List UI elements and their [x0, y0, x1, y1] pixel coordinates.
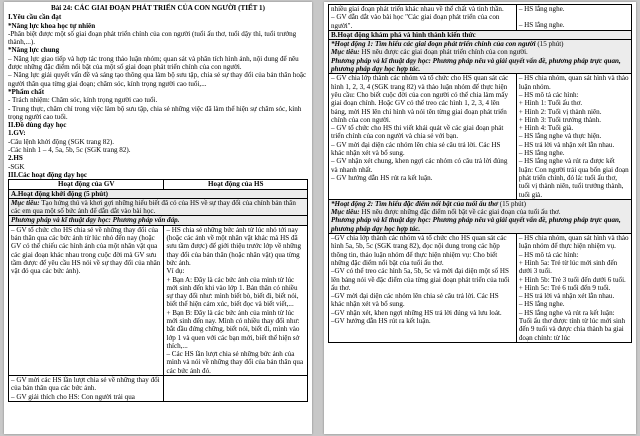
teacher-step: – GV hướng dẫn HS rút ra kết luận.: [331, 173, 433, 182]
activity-1-time: (15 phút): [535, 40, 564, 49]
teacher-step: –GV có thể treo các hình 5a, 5b, 5c và mời đại diện một số HS lên bảng nói về đặc điểm của từng giai đoạn phát triển của tuổi ấu thơ.: [331, 267, 510, 292]
heading-teacher-materials: 1.GV:: [8, 129, 26, 138]
column-header-teacher: Hoạt động của GV: [9, 180, 164, 189]
activity-2-title: *Hoạt động 2: Tìm hiểu đặc điểm nổi bật của tuổi ấu thơ: [331, 199, 498, 208]
activity-1-method: Phương pháp và kĩ thuật dạy học: Phương pháp nêu và giải quyết vấn đề, phương pháp trực quan, phương pháp dạy học hợp tác.: [331, 56, 621, 74]
student-step: + Hình 4: Tuổi già.: [518, 124, 574, 133]
teacher-step: –GV chia lớp thành các nhóm và tổ chức cho HS quan sát các hình 5a, 5b, 5c (SGK trang 82), đọc nội dung trong các hộp thông tin, thảo luận nhóm để thực hiện nhiệm vụ: Cho biết những đặc điểm nổi bật của tuổi ấu thơ.: [331, 234, 507, 267]
student-step: – Các HS lần lượt chia sẻ những bức ảnh của mình và nói về những thay đổi của bản thân qua các bức ảnh đó.: [166, 350, 304, 375]
student-step: – HS trả lời và nhận xét lẫn nhau.: [518, 292, 615, 301]
student-step: + Hình 3: Tuổi trưởng thành.: [518, 115, 602, 124]
student-step: + Hình 1: Tuổi ấu thơ.: [518, 99, 583, 108]
teacher-step: – GV dẫn dắt vào bài học "Các giai đoạn phát triển của con người".: [331, 13, 500, 30]
student-step: – HS trả lời và nhận xét lẫn nhau.: [518, 140, 615, 149]
student-cell: [164, 376, 308, 402]
page-1: [4, 2, 312, 434]
activities-table-page-1: [8, 179, 308, 402]
teacher-cell: [9, 376, 164, 402]
section-materials: II.Đồ dùng dạy học: [8, 121, 67, 130]
teacher-step: – GV chia lớp thành các nhóm và tổ chức cho HS quan sát các hình 1, 2, 3, 4 (SGK trang 82) và thảo luận nhóm để thực hiện yêu cầu: Cho biết cuộc đời của con người có thể chia làm mấy giai đoạn chính. Hoặc GV có thể treo các hình 1, 2, 3, 4 lên bảng, mời HS lên chỉ hình và nói tên từng giai đoạn phát triển chính của con người.: [331, 74, 509, 124]
lesson-title: Bài 24: CÁC GIAI ĐOẠN PHÁT TRIỂN CỦA CON NGƯỜI (TIẾT 1): [51, 4, 265, 12]
row-warmup-heading: A.Hoạt động khởi động (5 phút): [9, 189, 308, 198]
teacher-cell: [329, 234, 517, 343]
student-cell: [516, 5, 631, 31]
table-row: [9, 376, 308, 402]
student-step: – HS lắng nghe và rút ra được kết luận: Con người trải qua bốn giai đoạn phát triển chính, đó là: tuổi ấu thơ, tuổi vị thành niên, tuổi trưởng thành, tuổi già.: [518, 157, 629, 199]
row-warmup-method: Phương pháp và kĩ thuật dạy học: Phương pháp vấn đáp.: [9, 216, 308, 225]
text-teacher-material-1: -Câu lệnh khởi động (SGK trang 82).: [8, 137, 115, 146]
student-step: – HS mô tả các hình:: [518, 90, 579, 99]
student-cell: [164, 225, 308, 375]
teacher-step: – GV mời đại diện các nhóm lên chia sẻ câu trả lời. Các HS khác nhận xét và bổ sung.: [331, 140, 501, 158]
activity-2-method: Phương pháp và kĩ thuật dạy học: Phương pháp nêu và giải quyết vấn đề, phương pháp trực quan, phương pháp dạy học hợp tác.: [331, 216, 621, 233]
table-row: [329, 74, 632, 199]
text-target: HS nêu được những đặc điểm nổi bật về các giai đoạn của tuổi ấu thơ.: [359, 208, 561, 217]
activity-2-time: (15 phút): [497, 199, 526, 208]
student-step: – HS lắng nghe.: [518, 300, 565, 309]
student-step: – HS lắng nghe và thực hiện.: [518, 132, 602, 141]
teacher-step: nhiều giai đoạn phát triển khác nhau về thể chất và tinh thần.: [331, 5, 504, 13]
heading-qualities: *Phẩm chất: [8, 87, 45, 96]
text-teacher-material-2: -Các hình 1 – 4, 5a, 5b, 5c (SGK trang 82).: [8, 146, 131, 155]
page-2: [324, 2, 636, 434]
section-activities: III.Các hoạt động dạy học: [8, 170, 88, 179]
table-row: [329, 5, 632, 31]
activity-1-title: *Hoạt động 1: Tìm hiểu các giai đoạn phát triển chính của con người: [331, 40, 536, 49]
heading-general-competence: *Năng lực chung: [8, 46, 60, 55]
teacher-step: –GV hướng dẫn HS rút ra kết luận.: [331, 316, 431, 325]
text-general-competence-1: – Năng lực giao tiếp và hợp tác trong thảo luận nhóm; quan sát và phân tích hình ảnh, nội dung để nêu được những đặc điểm nổi bật của một số giai đoạn phát triển chính của con người.: [8, 54, 299, 72]
row-explore-heading: B.Hoạt động khám phá và hình thành kiến thức: [329, 30, 632, 39]
row-warmup-target: [9, 198, 308, 216]
student-cell: [516, 234, 631, 343]
text-target: HS nêu được các giai đoạn phát triển chính của con người.: [359, 48, 528, 57]
student-step: – HS lắng nghe.: [518, 5, 565, 13]
label-target: Mục tiêu:: [331, 208, 360, 217]
teacher-step: –GV nhận xét, khen ngợi những HS trả lời đúng và lưu loát.: [331, 308, 502, 317]
student-step: + Bạn B: Đây là các bức ảnh của mình từ lúc mới sinh đến nay. Mình có nhiều thay đổi như: bắt đầu đứng chững, biết nói, biết đi, mình vào lớp 1 và quen với các bạn mới, biết thể hiện sở thích,...: [166, 308, 300, 350]
student-step: + Hình 5b: Trẻ 3 tuổi đến dưới 6 tuổi.: [518, 275, 626, 284]
heading-science-competence: *Năng lực khoa học tự nhiên: [8, 21, 96, 30]
teacher-step: – GV giải thích cho HS: Con người trải qua: [11, 392, 135, 401]
student-step: + Hình 5c: Trẻ 6 tuổi đến 9 tuổi.: [518, 283, 611, 292]
student-step: + Hình 5a: Trẻ từ lúc mới sinh đến dưới 3 tuổi.: [518, 258, 618, 276]
label-target: Mục tiêu:: [11, 198, 40, 207]
student-step: – HS lắng nghe.: [518, 21, 565, 30]
label-target: Mục tiêu:: [331, 48, 360, 57]
heading-student-materials: 2.HS: [8, 154, 23, 163]
teacher-step: –GV mời đại diện các nhóm lên chia sẻ câu trả lời. Các HS khác nhận xét và bổ sung.: [331, 292, 499, 309]
teacher-cell: [329, 74, 517, 199]
student-step: – HS lắng nghe và rút ra kết luận: Tuổi ấu thơ được tính từ lúc mới sinh đến 9 tuổi và được chia thành ba giai đoạn chính: từ lúc: [518, 308, 626, 342]
student-cell: [516, 74, 631, 199]
teacher-step: – GV tổ chức cho HS chia sẻ về những thay đổi của bản thân qua các bức ảnh từ lúc nhỏ đến nay (hoặc GV có thể chiếu các hình ảnh của một nhân vật qua các giai đoạn khác nhau trong cuộc đời mà GV sưu tầm được để yêu cầu HS nói về sự thay đổi của nhân vật đó qua các bức ảnh).: [11, 225, 161, 276]
activities-table-page-2: [328, 4, 632, 343]
table-row: [329, 234, 632, 343]
teacher-step: – GV tổ chức cho HS thi viết khái quát về các giai đoạn phát triển chính của con người và chia sẻ với bạn.: [331, 124, 504, 141]
text-qualities-2: - Trung thực, chăm chỉ trong việc làm bộ sưu tập, chia sẻ những việc đã làm thể hiện sự chăm sóc, kính trọng người cao tuổi.: [8, 104, 302, 121]
student-step: – HS lắng nghe.: [518, 149, 565, 158]
text-general-competence-2: – Năng lực giải quyết vấn đề và sáng tạo thông qua làm bộ sưu tập, chia sẻ sự thay đổi của bản thân hoặc người thân qua từng giai đoạn; chăm sóc, kính trọng người cao tuổi,...: [8, 71, 307, 88]
text-target: Tạo hứng thú và khơi gợi những hiểu biết đã có của HS về sự thay đổi của chính bản thân các em qua một số bức ảnh để dẫn dắt vào bài học.: [11, 198, 296, 216]
teacher-step: – GV nhận xét chung, khen ngợi các nhóm có câu trả lời đúng và nhanh nhất.: [331, 157, 508, 174]
text-science-competence: -Phân biệt được một số giai đoạn phát triển chính của con người (tuổi ấu thơ, tuổi dậy thì, tuổi trưởng thành,...).: [8, 29, 297, 47]
section-requirements: I.Yêu cầu cần đạt: [8, 13, 62, 22]
student-step: + Bạn A: Đây là các bức ảnh của mình từ lúc mới sinh đến khi vào lớp 1. Bản thân có nhiều sự thay đổi như: mình biết bò, biết đi, biết nói, biết thể hiện cảm xúc, biết đọc và biết viết,...: [166, 275, 299, 309]
teacher-cell: [9, 225, 164, 375]
student-step: + Hình 2: Tuổi vị thành niên.: [518, 107, 602, 116]
teacher-step: – GV mời các HS lần lượt chia sẻ về những thay đổi của bản thân qua các bức ảnh.: [11, 376, 160, 393]
student-step: – HS chia sẻ những bức ảnh từ lúc nhỏ tới nay (hoặc các ảnh về một nhân vật khác mà HS đã sưu tầm được) để giới thiệu trước lớp về những thay đổi của bản thân (hoặc nhân vật) qua từng bức ảnh.: [166, 225, 302, 267]
text-student-material: -SGK: [8, 162, 25, 171]
text-qualities-1: - Trách nhiệm: Chăm sóc, kính trọng người cao tuổi.: [8, 96, 158, 105]
student-step: – HS chia nhóm, quan sát hình và thảo luận nhóm để thực hiện nhiệm vụ.: [518, 234, 629, 251]
table-row: [9, 225, 308, 375]
column-header-student: Hoạt động của HS: [164, 180, 308, 189]
teacher-cell: [329, 5, 517, 31]
student-step: – HS chia nhóm, quan sát hình và thảo luận nhóm.: [518, 74, 629, 91]
student-step: – HS mô tả các hình:: [518, 250, 579, 259]
student-step: Ví dụ:: [166, 267, 185, 276]
row-activity-1-info: [329, 40, 632, 74]
row-activity-2-info: [329, 199, 632, 233]
